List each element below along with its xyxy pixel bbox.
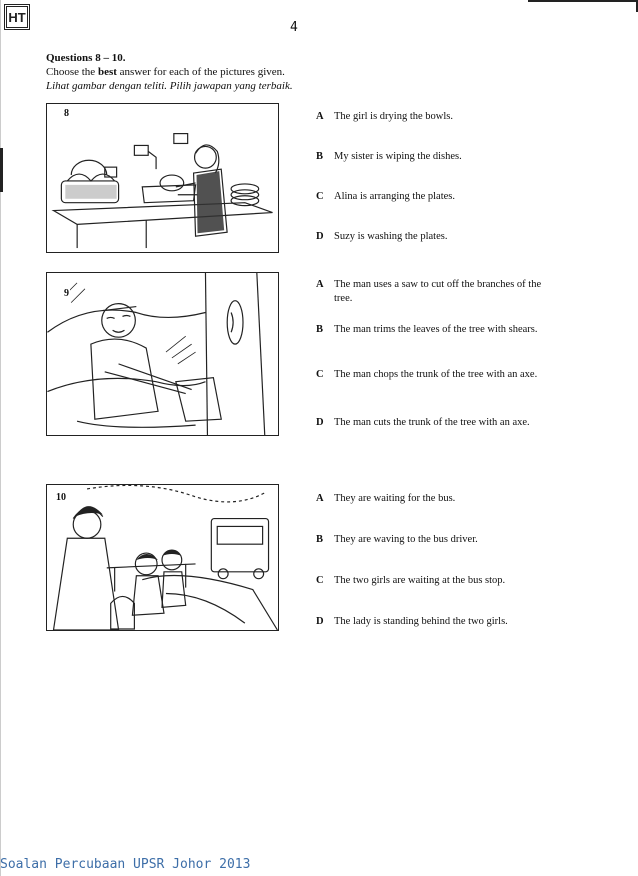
option-text: Suzy is washing the plates. — [334, 231, 448, 242]
q10-number: 10 — [56, 492, 66, 503]
scan-side-mark — [0, 148, 3, 192]
option-letter: C — [316, 191, 324, 202]
instruction-prefix: Choose the — [46, 66, 98, 78]
option-letter: B — [316, 534, 324, 545]
questions-header — [46, 51, 293, 93]
q8-number: 8 — [64, 108, 69, 119]
option-text: The lady is standing behind the two girls. — [334, 616, 508, 627]
option-text: The man trims the leaves of the tree with shears. — [334, 324, 538, 335]
option-text: The man cuts the trunk of the tree with an axe. — [334, 417, 530, 428]
option-text: The two girls are waiting at the bus stop. — [334, 575, 506, 586]
option-letter: C — [316, 575, 324, 586]
q8-picture — [46, 103, 279, 253]
option-letter: A — [316, 111, 324, 122]
option-letter: D — [316, 616, 324, 627]
instruction-english — [46, 65, 293, 79]
page-number: 4 — [290, 20, 298, 35]
questions-title: Questions 8 – 10. — [46, 52, 126, 64]
footer-caption: Soalan Percubaan UPSR Johor 2013 — [0, 857, 251, 872]
option-letter: A — [316, 279, 324, 290]
option-text: My sister is wiping the dishes. — [334, 151, 462, 162]
option-letter: B — [316, 151, 324, 162]
q10-illustration — [47, 485, 278, 630]
q9-illustration — [47, 273, 278, 435]
ht-logo: HT — [4, 4, 30, 30]
q8-illustration — [47, 104, 278, 252]
instruction-suffix: answer for each of the pictures given. — [116, 66, 285, 78]
option-letter: D — [316, 417, 324, 428]
instruction-malay: Lihat gambar dengan teliti. Pilih jawapan yang terbaik. — [46, 80, 293, 92]
option-letter: C — [316, 369, 324, 380]
option-text: They are waiting for the bus. — [334, 493, 456, 504]
q10-picture — [46, 484, 279, 631]
q9-number: 9 — [64, 288, 69, 299]
option-letter: D — [316, 231, 324, 242]
option-text: The man chops the trunk of the tree with an axe. — [334, 369, 538, 380]
instruction-bold: best — [97, 66, 117, 78]
option-text: Alina is arranging the plates. — [334, 191, 456, 202]
option-text: The girl is drying the bowls. — [334, 111, 453, 122]
scan-corner-line — [528, 0, 638, 2]
option-letter: A — [316, 493, 324, 504]
option-text: They are waving to the bus driver. — [334, 534, 478, 545]
page-edge — [0, 0, 1, 876]
option-text: The man uses a saw to cut off the branches of the tree. — [334, 279, 542, 304]
option-letter: B — [316, 324, 324, 335]
q9-picture — [46, 272, 279, 436]
